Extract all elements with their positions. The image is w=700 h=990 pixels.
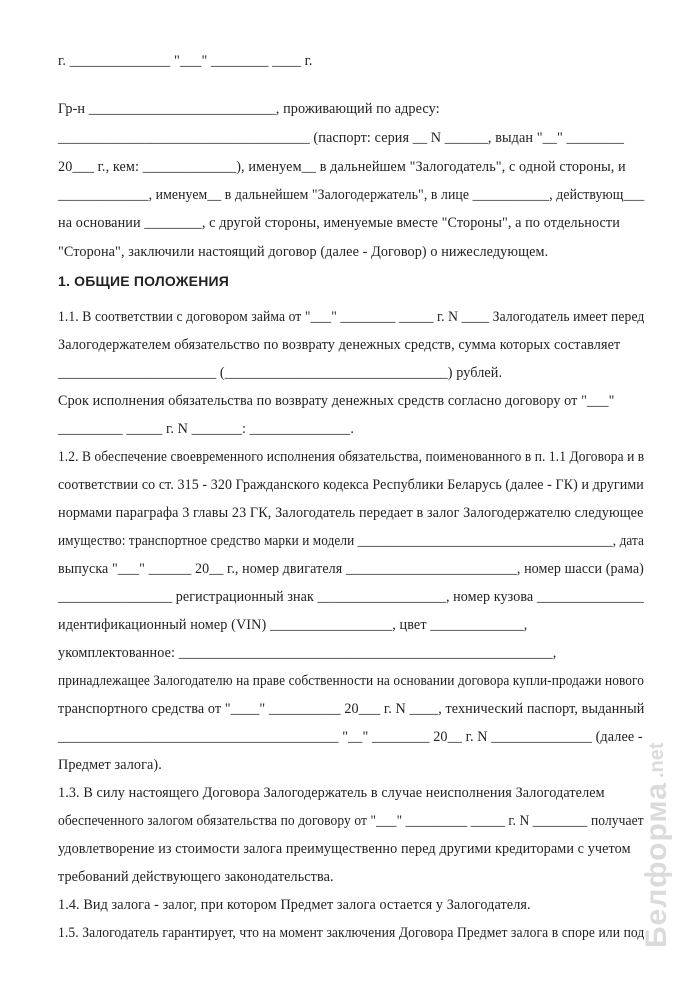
clause-1-3-line-2: обеспеченного залогом обязательства по договору от "___" _________ _____ г. N ________ получает <box>58 813 644 829</box>
clause-1-2-line-10: транспортного средства от "____" __________ 20___ г. N ____, технический паспорт, выданный <box>58 701 645 717</box>
clause-1-2-line-8: укомплектованное: ____________________________________________________, <box>58 645 557 661</box>
clause-1-1-line-3: ______________________ (_______________________________) рублей. <box>58 365 503 381</box>
clause-1-2-line-4: имущество: транспортное средство марки и модели ______________________________________, дата <box>58 533 645 549</box>
clause-1-2-line-6: ________________ регистрационный знак __________________, номер кузова _______________ <box>58 589 644 605</box>
clause-1-1-line-5: _________ _____ г. N _______: ______________. <box>58 421 355 437</box>
date-place-line: г. ______________ "___" ________ ____ г. <box>58 53 313 69</box>
party-line-3: 20___ г., кем: _____________), именуем__ в дальнейшем "Залогодатель", с одной стороны, и <box>58 159 626 175</box>
party-line-5: на основании ________, с другой стороны, именуемые вместе "Стороны", а по отдельности <box>58 215 620 231</box>
clause-1-1-line-4: Срок исполнения обязательства по возврату денежных средств согласно договору от "___" <box>58 393 615 409</box>
section-heading: 1. ОБЩИЕ ПОЛОЖЕНИЯ <box>58 273 230 289</box>
clause-1-2-line-9: принадлежащее Залогодателю на праве собственности на основании договора купли-продажи нового <box>58 673 645 689</box>
party-line-4: _____________, именуем__ в дальнейшем "Залогодержатель", в лице ___________, действующ___ <box>58 187 645 203</box>
clause-1-5-line-1: 1.5. Залогодатель гарантирует, что на момент заключения Договора Предмет залога в споре или под <box>58 925 645 941</box>
clause-1-2-line-1: 1.2. В обеспечение своевременного исполнения обязательства, поименованного в п. 1.1 Договора и в <box>58 449 645 465</box>
clause-1-1-line-2: Залогодержателем обязательство по возврату денежных средств, сумма которых составляет <box>58 337 621 353</box>
clause-1-1-line-1: 1.1. В соответствии с договором займа от "___" ________ _____ г. N ____ Залогодатель имеет перед <box>58 309 645 325</box>
clause-1-2-line-11: _______________________________________ "__" ________ 20__ г. N ______________ (далее - <box>58 729 643 745</box>
clause-1-2-line-3: нормами параграфа 3 главы 23 ГК, Залогодатель передает в залог Залогодержателю следующее <box>58 505 644 521</box>
clause-1-3-line-3: удовлетворение из стоимости залога преимущественно перед другими кредиторами с учетом <box>58 841 631 857</box>
clause-1-2-line-5: выпуска "___" ______ 20__ г., номер двигателя ________________________, номер шасси (рама) <box>58 561 644 577</box>
watermark-logo: Белформа <box>640 782 673 948</box>
clause-1-2-line-7: идентификационный номер (VIN) _________________, цвет _____________, <box>58 617 528 633</box>
clause-1-3-line-1: 1.3. В силу настоящего Договора Залогодержатель в случае неисполнения Залогодателем <box>58 785 605 801</box>
party-line-1: Гр-н __________________________, проживающий по адресу: <box>58 101 440 117</box>
party-line-2: ___________________________________ (паспорт: серия __ N ______, выдан "__" ________ <box>58 130 625 146</box>
clause-1-4-line-1: 1.4. Вид залога - залог, при котором Предмет залога остается у Залогодателя. <box>58 897 531 913</box>
party-line-6: "Сторона", заключили настоящий договор (далее - Договор) о нижеследующем. <box>58 244 549 260</box>
clause-1-2-line-2: соответствии со ст. 315 - 320 Гражданского кодекса Республики Беларусь (далее - ГК) и другими <box>58 477 644 493</box>
clause-1-3-line-4: требований действующего законодательства. <box>58 869 334 885</box>
clause-1-2-line-12: Предмет залога). <box>58 757 162 773</box>
watermark-logo-tld: .net <box>646 742 668 778</box>
